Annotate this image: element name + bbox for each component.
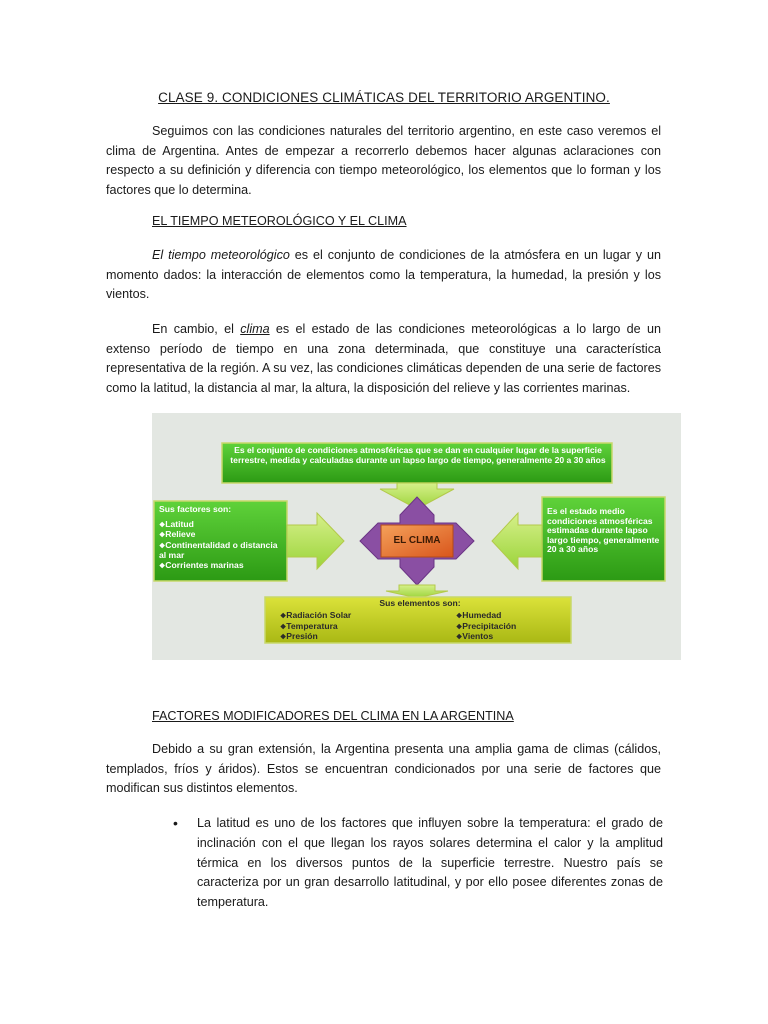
elements-list-2 (456, 611, 516, 643)
right-box-text: Es el estado medio condiciones atmosféricas estimadas durante lapso largo tiempo, generalmente 20 a 30 años (547, 506, 660, 555)
tiempo-paragraph (106, 246, 661, 305)
tiempo-term: El tiempo meteorológico (152, 248, 290, 262)
page-title: CLASE 9. CONDICIONES CLIMÁTICAS DEL TERRITORIO ARGENTINO. (158, 90, 610, 105)
factores-paragraph (106, 740, 661, 799)
tiempo-definition: es el conjunto de condiciones de la atmósfera en un lugar y un momento dados: la interacción de elementos como la temperatura, la humedad, la presión y los vientos. (106, 248, 661, 302)
factores-text: Debido a su gran extensión, la Argentina presenta una amplia gama de climas (cálidos, templados, fríos y áridos). Estos se encuentran condicionados por una serie de factores que modifican sus distintos elementos. (106, 742, 661, 796)
element-item: ❖ Vientos (456, 632, 516, 643)
elements-title: Sus elementos son: (379, 598, 461, 608)
element-item: ❖ Temperatura (280, 622, 351, 633)
element-item: ❖ Radiación Solar (280, 611, 351, 622)
intro-paragraph (106, 122, 661, 200)
top-box-text: Es el conjunto de condiciones atmosféricas que se dan en cualquier lugar de la superficie terrestre, medida y calculadas durante un lapso largo de tiempo, generalmente 20 a 30 años (230, 445, 606, 465)
left-box-content (159, 505, 285, 572)
factor-item: ❖ Latitud (159, 520, 285, 531)
factores-bullet-list (165, 814, 663, 913)
factor-item: ❖ Corrientes marinas (159, 561, 285, 572)
clima-paragraph (106, 320, 661, 398)
clima-definition: es el estado de las condiciones meteorológicas a lo largo de un extenso período de tiempo en una zona determinada, que constituye una característica representativa de la región. A su vez, las condiciones climáticas dependen de una serie de factores como la latitud, la distancia al mar, la altura, la disposición del relieve y las corrientes marinas. (106, 322, 661, 395)
factors-title: Sus factores son: (159, 504, 232, 514)
center-label: EL CLIMA (393, 535, 441, 546)
list-item: • La latitud es uno de los factores que influyen sobre la temperatura: el grado de inclinación con el que llegan los rayos solares determina el calor y la amplitud térmica en los diversos puntos de la superficie terrestre. Nuestro país se caracteriza por un gran desarrollo latitudinal, y por ello posee diferentes zonas de temperatura. (165, 814, 663, 913)
element-item: ❖ Precipitación (456, 622, 516, 633)
factor-item: ❖ Relieve (159, 530, 285, 541)
clima-intro: En cambio, el (152, 322, 241, 336)
section-heading-tiempo-clima: EL TIEMPO METEOROLÓGICO Y EL CLIMA (152, 214, 407, 228)
clima-term: clima (240, 322, 270, 336)
section-heading-factores: FACTORES MODIFICADORES DEL CLIMA EN LA ARGENTINA (152, 709, 514, 723)
right-arrow (492, 513, 542, 569)
intro-text: Seguimos con las condiciones naturales del territorio argentino, en este caso veremos el clima de Argentina. Antes de empezar a recorrerlo debemos hacer algunas aclaraciones con respecto a su definición y diferencia con tiempo meteorológico, los elementos que lo forman y los factores que lo determina. (106, 124, 661, 197)
factors-list (159, 520, 285, 572)
left-arrow (287, 513, 344, 569)
bottom-box-content (272, 598, 568, 642)
element-item: ❖ Humedad (456, 611, 516, 622)
bottom-arrow (386, 585, 448, 598)
clima-diagram (152, 413, 681, 660)
elements-list-1 (280, 611, 351, 643)
element-item: ❖ Presión (280, 632, 351, 643)
factor-item: ❖ Continentalidad o distancia al mar (159, 541, 285, 561)
